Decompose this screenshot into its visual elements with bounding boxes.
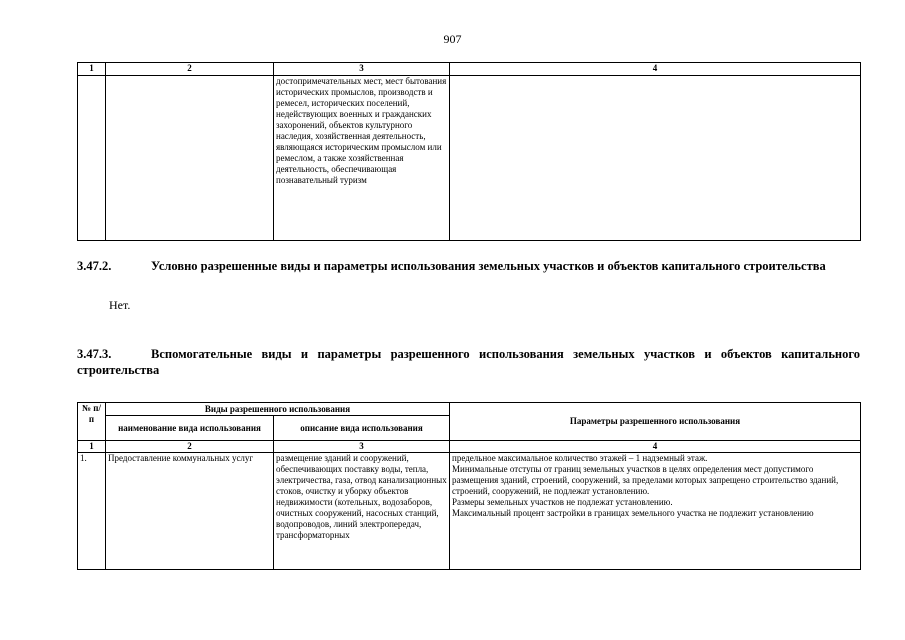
column-number-row	[78, 441, 861, 453]
column-number: 2	[106, 63, 274, 76]
continued-table	[77, 62, 861, 241]
column-number: 2	[106, 441, 274, 453]
usage-name: Предоставление коммунальных услуг	[106, 453, 274, 570]
usage-description: размещение зданий и сооружений, обеспечивающих поставку воды, тепла, электричества, газа, отвод канализационных стоков, очистку и уборку объектов недвижимости (котельных, водозаборов, очистных сооружений, насосных станций, водопроводов, линий электропередач, трансформаторных	[274, 453, 450, 570]
column-number: 3	[274, 63, 450, 76]
column-number: 4	[450, 63, 861, 76]
section-heading-auxiliary	[77, 346, 860, 378]
row-number: 1.	[78, 453, 106, 570]
table-row	[78, 453, 861, 570]
usage-description-cell: достопримечательных мест, мест бытования исторических промыслов, производств и ремесел, исторических поселений, недействующих военных и гражданских захоронений, объектов культурного наследия, хозяйственная деятельность, являющаяся историческим промыслом или ремеслом, а также хозяйственная деятельность, обеспечивающая познавательный туризм	[274, 76, 450, 241]
usage-params	[450, 453, 861, 570]
table-cell	[106, 76, 274, 241]
section-title: Условно разрешенные виды и параметры использования земельных участков и объектов капитального строительства	[151, 259, 826, 273]
column-number: 4	[450, 441, 861, 453]
section-title: Вспомогательные виды и параметры разрешенного использования земельных участков и объектов капитального строительства	[77, 347, 860, 377]
number-header: № п/п	[78, 403, 106, 441]
column-number: 1	[78, 441, 106, 453]
param-line: Минимальные отступы от границ земельных участков в целях определения мест допустимого размещения зданий, строений, сооружений, за пределами которых запрещено строительство зданий, строений, сооружений, не подлежат установлению.	[452, 464, 839, 496]
section-number: 3.47.2.	[77, 259, 112, 273]
usage-types-header: Виды разрешенного использования	[106, 403, 450, 416]
params-header: Параметры разрешенного использования	[450, 403, 861, 441]
section-heading-conditional	[77, 258, 860, 274]
table-cell	[450, 76, 861, 241]
param-line: предельное максимальное количество этажей – 1 надземный этаж.	[452, 453, 708, 463]
description-header: описание вида использования	[274, 416, 450, 441]
section-content: Нет.	[109, 298, 131, 312]
header-row	[78, 403, 861, 416]
page-number: 907	[443, 32, 462, 46]
table-cell	[78, 76, 106, 241]
param-line: Максимальный процент застройки в границах земельного участка не подлежит установлению	[452, 508, 814, 518]
column-number: 1	[78, 63, 106, 76]
name-header: наименование вида использования	[106, 416, 274, 441]
column-number-row	[78, 63, 861, 76]
param-line: Размеры земельных участков не подлежат установлению.	[452, 497, 673, 507]
auxiliary-uses-table	[77, 402, 861, 570]
column-number: 3	[274, 441, 450, 453]
table-row	[78, 76, 861, 241]
section-number: 3.47.3.	[77, 347, 112, 361]
